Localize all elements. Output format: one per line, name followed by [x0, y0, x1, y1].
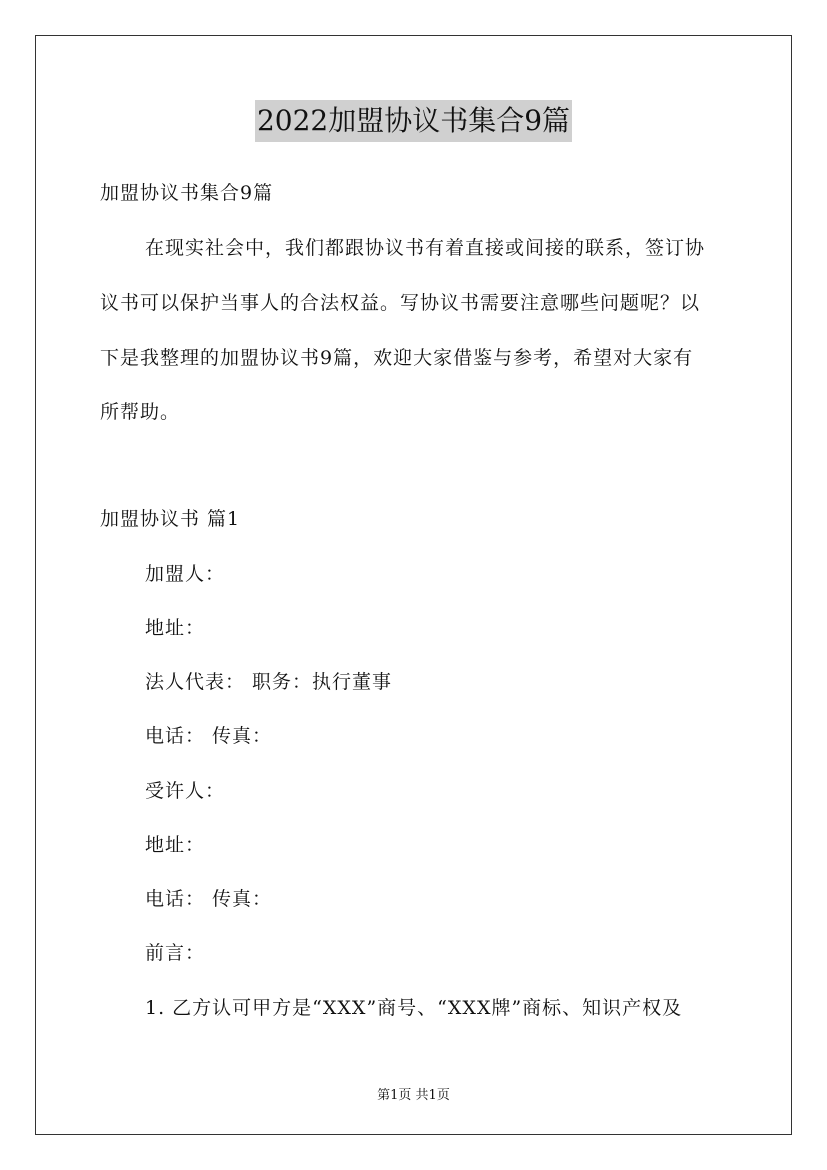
intro-line-4: 所帮助。 — [100, 401, 181, 423]
document-subtitle: 加盟协议书集合9篇 — [100, 182, 274, 204]
field-phone-fax-2: 电话： 传真： — [145, 888, 273, 910]
field-franchisor: 加盟人： — [145, 563, 226, 585]
field-address-2: 地址： — [145, 834, 206, 856]
field-address: 地址： — [145, 617, 206, 639]
intro-line-2: 议书可以保护当事人的合法权益。写协议书需要注意哪些问题呢？以 — [100, 292, 701, 314]
clause-1: 1. 乙方认可甲方是“XXX”商号、“XXX牌”商标、知识产权及 — [145, 997, 683, 1019]
page-number: 第1页 共1页 — [377, 1088, 450, 1103]
intro-line-3: 下是我整理的加盟协议书9篇，欢迎大家借鉴与参考，希望对大家有 — [100, 347, 694, 369]
field-legal-rep: 法人代表： 职务：执行董事 — [145, 671, 393, 693]
intro-line-1: 在现实社会中，我们都跟协议书有着直接或间接的联系，签订协 — [145, 237, 706, 259]
field-phone-fax: 电话： 传真： — [145, 725, 273, 747]
section-heading: 加盟协议书 篇1 — [100, 508, 241, 530]
field-preface: 前言： — [145, 942, 206, 964]
document-title: 2022加盟协议书集合9篇 — [255, 100, 572, 142]
field-licensee: 受许人： — [145, 780, 226, 802]
title-container — [0, 100, 827, 142]
